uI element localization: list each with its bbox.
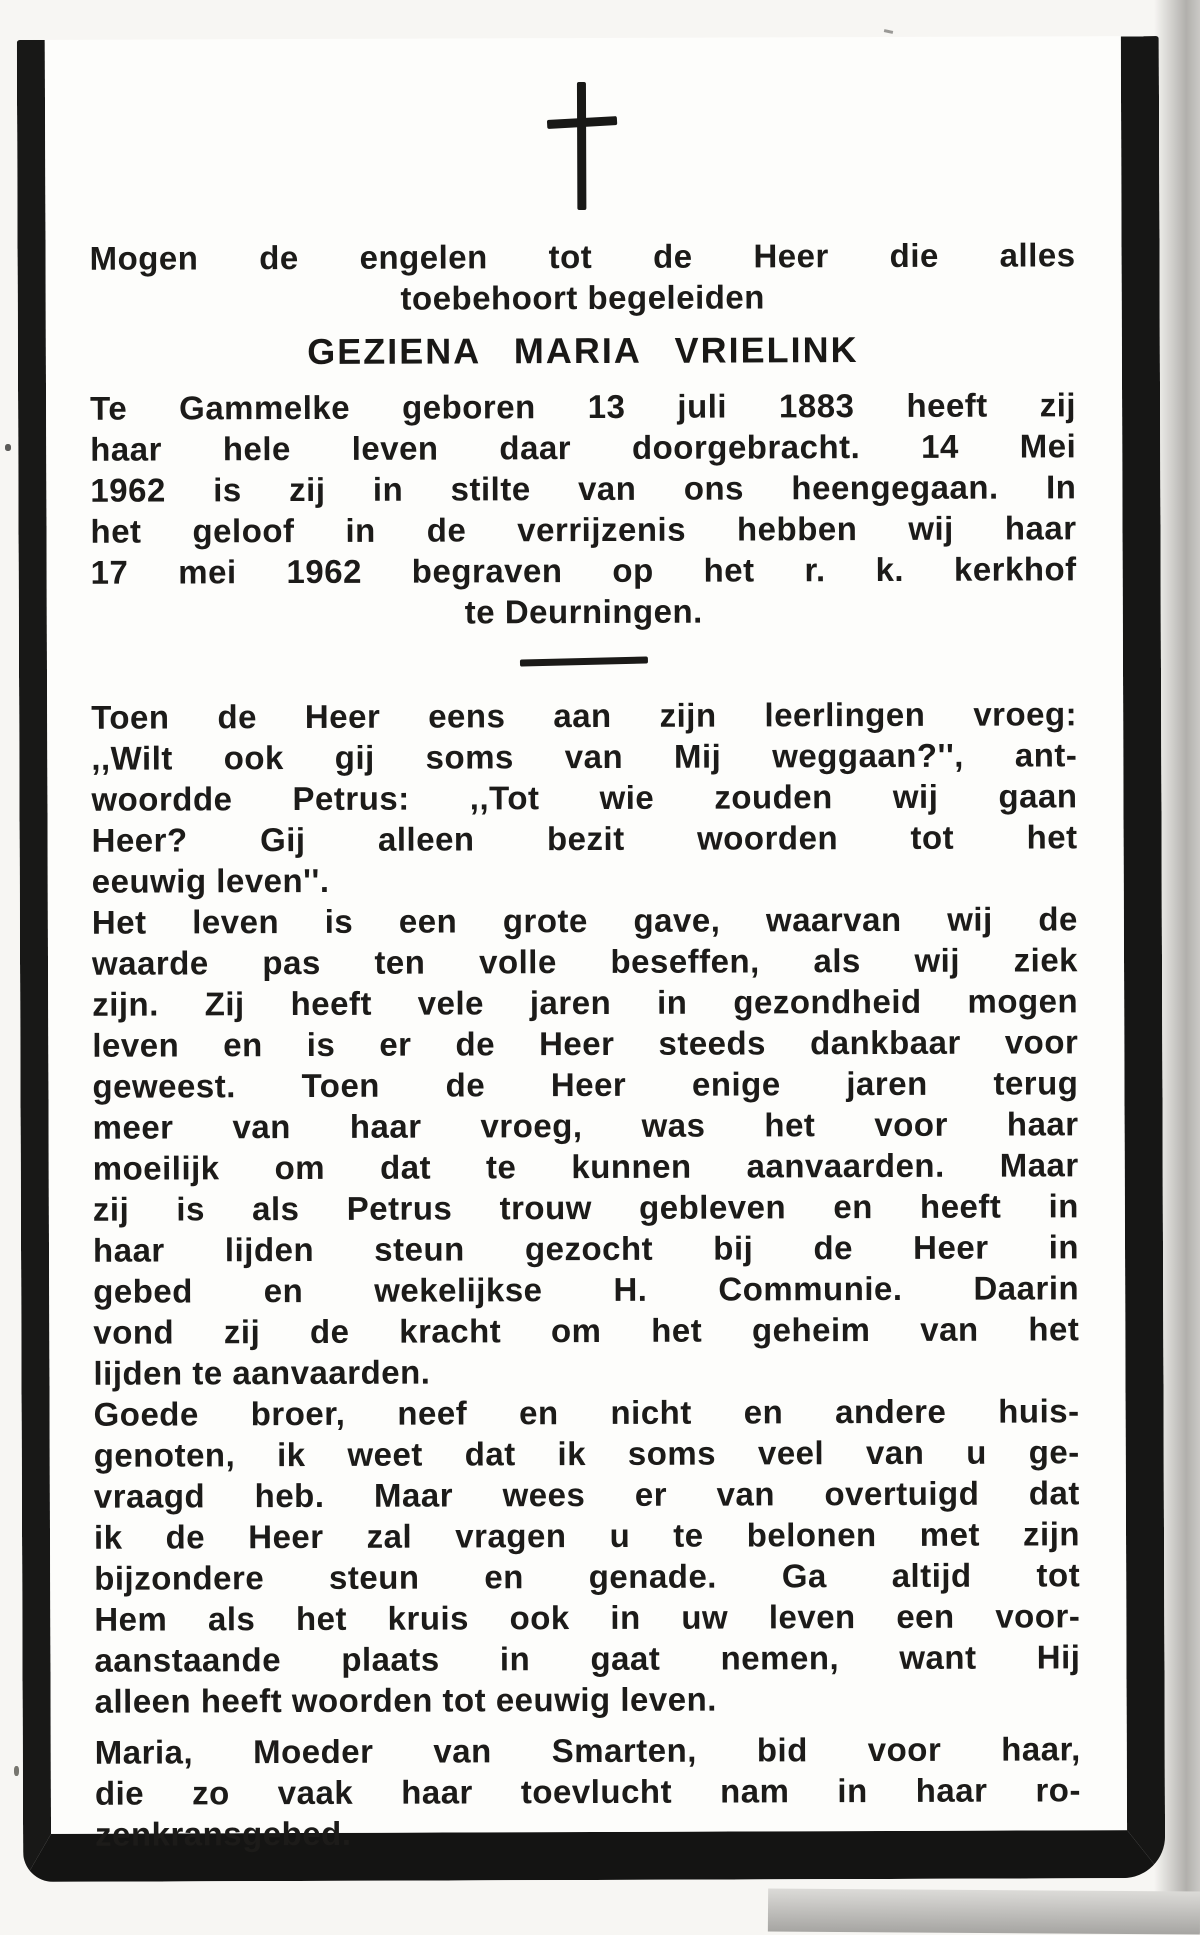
text-line: vraagd heb. Maar wees er van overtuigd dat [93, 1474, 1080, 1515]
text-line: ik de Heer zal vragen u te belonen met zijn [93, 1515, 1081, 1556]
text-line: Mogen de engelen tot de Heer die alles [89, 236, 1076, 277]
text-line: zij is als Petrus trouw gebleven en heeft in [92, 1187, 1079, 1228]
reflection-paragraph [92, 898, 1080, 1393]
text-line: eeuwig leven''. [91, 861, 330, 900]
text-line: woordde Petrus: ,,Tot wie zouden wij gaan [91, 777, 1078, 818]
text-line: Het leven is een grote gave, waarvan wij de [91, 900, 1078, 941]
text-line: vond zij de kracht om het geheim van het [93, 1310, 1080, 1351]
text-line: 17 mei 1962 begraven op het r. k. kerkhof [90, 550, 1077, 591]
text-line: waarde pas ten volle beseffen, als wij ziek [91, 941, 1079, 982]
cross-arm [547, 116, 617, 129]
opening-prayer [89, 234, 1075, 319]
scan-artifact-dot [884, 29, 893, 34]
scan-artifact-dot [14, 1766, 19, 1776]
section-divider [520, 656, 648, 666]
text-line: 1962 is zij in stilte van ons heengegaan. In [90, 468, 1077, 509]
text-line: ,,Wilt ook gij soms van Mij weggaan?'', ant- [91, 736, 1078, 777]
mary-prayer-paragraph [95, 1728, 1081, 1854]
scripture-paragraph [91, 693, 1078, 901]
text-line: het geloof in de verrijzenis hebben wij haar [90, 509, 1077, 550]
family-message-paragraph [94, 1390, 1081, 1721]
text-line: geweest. Toen de Heer enige jaren terug [92, 1064, 1079, 1105]
text-line: haar hele leven daar doorgebracht. 14 Mei [90, 427, 1077, 468]
cross-stem [577, 82, 586, 210]
text-line: moeilijk om dat te kunnen aanvaarden. Maar [92, 1146, 1079, 1187]
scan-artifact-dot [5, 444, 11, 451]
text-line: leven en is er de Heer steeds dankbaar voor [92, 1023, 1079, 1064]
text-line: Maria, Moeder van Smarten, bid voor haar, [94, 1730, 1081, 1771]
text-line: genoten, ik weet dat ik soms veel van u ge- [93, 1433, 1080, 1474]
text-line: gebed en wekelijkse H. Communie. Daarin [93, 1269, 1080, 1310]
text-line: zijn. Zij heeft vele jaren in gezondheid mogen [92, 982, 1079, 1023]
memorial-card [17, 36, 1165, 1882]
text-line: lijden te aanvaarden. [93, 1353, 431, 1392]
text-line: haar lijden steun gezocht bij de Heer in [92, 1228, 1080, 1269]
text-line: bijzondere steun en genade. Ga altijd tot [94, 1556, 1081, 1597]
cross-icon [547, 82, 617, 210]
text-line: alleen heeft woorden tot eeuwig leven. [94, 1680, 717, 1720]
text-line: meer van haar vroeg, was het voor haar [92, 1105, 1079, 1146]
text-line: Goede broer, neef en nicht en andere huis- [93, 1392, 1080, 1433]
text-line: die zo vaak haar toevlucht nam in haar ro- [94, 1771, 1081, 1812]
text-line: Heer? Gij alleen bezit woorden tot het [91, 818, 1078, 859]
biography-paragraph [90, 384, 1077, 633]
text-line: Hem als het kruis ook in uw leven een voor- [94, 1597, 1081, 1638]
scan-edge-shadow-bottom [768, 1888, 1200, 1934]
text-line: Te Gammelke geboren 13 juli 1883 heeft zij [90, 386, 1077, 427]
card-content [45, 36, 1127, 1855]
text-line: zenkransgebed. [94, 1814, 352, 1853]
text-line: toebehoort begeleiden [400, 278, 765, 317]
text-line: aanstaande plaats in gaat nemen, want Hij [94, 1638, 1081, 1679]
deceased-name: GEZIENA MARIA VRIELINK [307, 329, 859, 372]
text-line: te Deurningen. [464, 592, 703, 631]
text-line: Toen de Heer eens aan zijn leerlingen vroeg: [91, 695, 1078, 736]
